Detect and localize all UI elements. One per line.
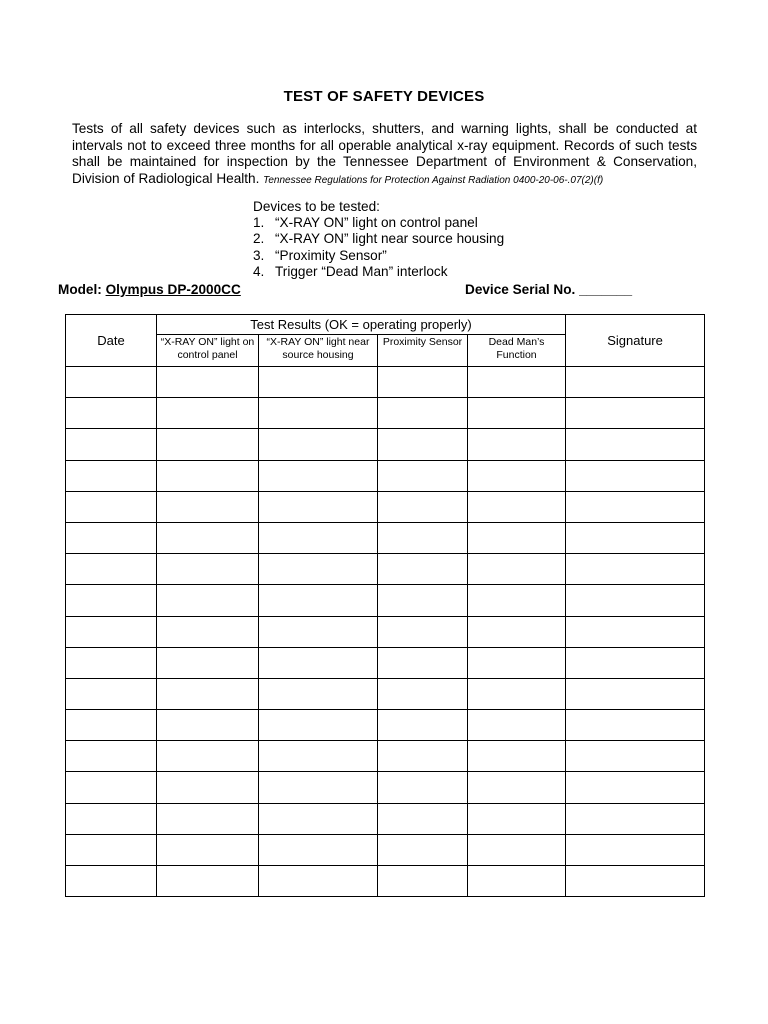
- serial-blank[interactable]: _______: [579, 282, 633, 297]
- control-panel-light-cell[interactable]: [157, 803, 259, 834]
- signature-cell[interactable]: [566, 398, 705, 429]
- devices-list: [253, 215, 504, 280]
- signature-cell[interactable]: [566, 585, 705, 616]
- date-cell[interactable]: [66, 616, 157, 647]
- table-row: [66, 803, 705, 834]
- dead-man-function-cell[interactable]: [468, 803, 566, 834]
- table-row: [66, 741, 705, 772]
- signature-cell[interactable]: [566, 647, 705, 678]
- proximity-sensor-cell[interactable]: [378, 429, 468, 460]
- date-header: Date: [66, 315, 157, 367]
- device-number: 4.: [253, 263, 265, 279]
- source-housing-light-cell[interactable]: [259, 866, 378, 897]
- source-housing-light-cell[interactable]: [259, 398, 378, 429]
- table-row: [66, 710, 705, 741]
- intro-text: Tests of all safety devices such as interlocks, shutters, and warning lights, shall be conducted at intervals not to exceed three months for all operable analytical x-ray equipment. Records of such tests shall be maintained for inspection by the Tennessee Department of Environment & Conservation, Division of Radiological Health.: [72, 121, 697, 186]
- control-panel-light-cell[interactable]: [157, 710, 259, 741]
- date-cell[interactable]: [66, 678, 157, 709]
- source-housing-light-cell[interactable]: [259, 585, 378, 616]
- test-log-table: [65, 314, 705, 897]
- source-housing-light-cell[interactable]: [259, 678, 378, 709]
- signature-cell[interactable]: [566, 678, 705, 709]
- control-panel-light-cell[interactable]: [157, 772, 259, 803]
- dead-man-function-cell[interactable]: [468, 772, 566, 803]
- device-number: 2.: [253, 231, 265, 247]
- date-cell[interactable]: [66, 367, 157, 398]
- serial-line: [465, 282, 632, 297]
- source-housing-light-cell[interactable]: [259, 803, 378, 834]
- dead-man-function-cell[interactable]: [468, 491, 566, 522]
- signature-header: Signature: [566, 315, 705, 367]
- proximity-sensor-cell[interactable]: [378, 522, 468, 553]
- model-label: Model:: [58, 282, 102, 297]
- source-housing-light-cell[interactable]: [259, 772, 378, 803]
- control-panel-light-cell[interactable]: [157, 678, 259, 709]
- source-housing-light-cell[interactable]: [259, 367, 378, 398]
- dead-man-function-cell[interactable]: [468, 834, 566, 865]
- proximity-sensor-cell[interactable]: [378, 678, 468, 709]
- control-panel-light-cell[interactable]: [157, 585, 259, 616]
- signature-cell[interactable]: [566, 834, 705, 865]
- control-panel-light-cell[interactable]: [157, 522, 259, 553]
- table-row: [66, 491, 705, 522]
- date-cell[interactable]: [66, 522, 157, 553]
- table-row: [66, 866, 705, 897]
- table-row: [66, 522, 705, 553]
- source-housing-light-cell[interactable]: [259, 834, 378, 865]
- signature-cell[interactable]: [566, 460, 705, 491]
- source-housing-light-cell[interactable]: [259, 522, 378, 553]
- proximity-sensor-cell[interactable]: [378, 491, 468, 522]
- device-label: Trigger “Dead Man” interlock: [275, 263, 448, 279]
- table-row: [66, 367, 705, 398]
- source-housing-light-cell[interactable]: [259, 647, 378, 678]
- dead-man-function-cell[interactable]: [468, 866, 566, 897]
- source-housing-light-cell[interactable]: [259, 741, 378, 772]
- dead-man-function-cell[interactable]: [468, 429, 566, 460]
- control-panel-light-cell[interactable]: [157, 616, 259, 647]
- devices-list-section: [253, 199, 504, 280]
- signature-cell[interactable]: [566, 367, 705, 398]
- signature-cell[interactable]: [566, 616, 705, 647]
- control-panel-light-cell[interactable]: [157, 429, 259, 460]
- source-housing-light-cell[interactable]: [259, 460, 378, 491]
- device-item: [253, 215, 504, 231]
- dead-man-function-cell[interactable]: [468, 522, 566, 553]
- device-label: “X-RAY ON” light on control panel: [275, 215, 478, 231]
- date-cell[interactable]: [66, 834, 157, 865]
- device-number: 3.: [253, 247, 265, 263]
- signature-cell[interactable]: [566, 772, 705, 803]
- table-row: [66, 647, 705, 678]
- dead-man-function-cell[interactable]: [468, 647, 566, 678]
- source-housing-light-cell[interactable]: [259, 429, 378, 460]
- regulation-citation: Tennessee Regulations for Protection Against Radiation 0400-20-06-.07(2)(f): [263, 174, 604, 186]
- signature-cell[interactable]: [566, 554, 705, 585]
- dead-man-function-cell[interactable]: [468, 710, 566, 741]
- signature-cell[interactable]: [566, 710, 705, 741]
- dead-man-function-cell[interactable]: [468, 741, 566, 772]
- proximity-sensor-cell[interactable]: [378, 741, 468, 772]
- proximity-sensor-cell[interactable]: [378, 367, 468, 398]
- dead-man-function-cell[interactable]: [468, 678, 566, 709]
- control-panel-light-header: “X-RAY ON” light on control panel: [157, 335, 259, 367]
- signature-cell[interactable]: [566, 491, 705, 522]
- source-housing-light-header: “X-RAY ON” light near source housing: [259, 335, 378, 367]
- dead-man-function-cell[interactable]: [468, 367, 566, 398]
- table-row: [66, 429, 705, 460]
- dead-man-function-header: Dead Man’s Function: [468, 335, 566, 367]
- control-panel-light-cell[interactable]: [157, 741, 259, 772]
- source-housing-light-cell[interactable]: [259, 554, 378, 585]
- signature-cell[interactable]: [566, 803, 705, 834]
- test-log-body: [66, 367, 705, 897]
- proximity-sensor-cell[interactable]: [378, 647, 468, 678]
- control-panel-light-cell[interactable]: [157, 866, 259, 897]
- devices-heading: Devices to be tested:: [253, 199, 380, 214]
- table-row: [66, 678, 705, 709]
- date-cell[interactable]: [66, 491, 157, 522]
- dead-man-function-cell[interactable]: [468, 554, 566, 585]
- model-value: Olympus DP-2000CC: [105, 282, 241, 297]
- model-line: [58, 282, 241, 297]
- date-cell[interactable]: [66, 710, 157, 741]
- date-cell[interactable]: [66, 803, 157, 834]
- proximity-sensor-cell[interactable]: [378, 398, 468, 429]
- signature-cell[interactable]: [566, 866, 705, 897]
- proximity-sensor-cell[interactable]: [378, 554, 468, 585]
- source-housing-light-cell[interactable]: [259, 710, 378, 741]
- date-cell[interactable]: [66, 429, 157, 460]
- device-item: [253, 264, 504, 280]
- proximity-sensor-cell[interactable]: [378, 616, 468, 647]
- dead-man-function-cell[interactable]: [468, 616, 566, 647]
- table-row: [66, 616, 705, 647]
- date-cell[interactable]: [66, 741, 157, 772]
- device-item: [253, 231, 504, 247]
- device-item: [253, 248, 504, 264]
- proximity-sensor-header: Proximity Sensor: [378, 335, 468, 367]
- date-cell[interactable]: [66, 398, 157, 429]
- date-cell[interactable]: [66, 772, 157, 803]
- dead-man-function-cell[interactable]: [468, 398, 566, 429]
- proximity-sensor-cell[interactable]: [378, 710, 468, 741]
- date-cell[interactable]: [66, 585, 157, 616]
- source-housing-light-cell[interactable]: [259, 616, 378, 647]
- test-results-header: Test Results (OK = operating properly): [157, 315, 566, 335]
- proximity-sensor-cell[interactable]: [378, 834, 468, 865]
- control-panel-light-cell[interactable]: [157, 491, 259, 522]
- proximity-sensor-cell[interactable]: [378, 460, 468, 491]
- date-cell[interactable]: [66, 554, 157, 585]
- control-panel-light-cell[interactable]: [157, 367, 259, 398]
- proximity-sensor-cell[interactable]: [378, 585, 468, 616]
- dead-man-function-cell[interactable]: [468, 585, 566, 616]
- intro-paragraph: [72, 121, 697, 189]
- control-panel-light-cell[interactable]: [157, 554, 259, 585]
- table-row: [66, 398, 705, 429]
- date-cell[interactable]: [66, 460, 157, 491]
- proximity-sensor-cell[interactable]: [378, 772, 468, 803]
- device-label: “X-RAY ON” light near source housing: [275, 231, 505, 247]
- table-row: [66, 554, 705, 585]
- control-panel-light-cell[interactable]: [157, 834, 259, 865]
- device-label: “Proximity Sensor”: [275, 247, 387, 263]
- table-row: [66, 834, 705, 865]
- table-row: [66, 585, 705, 616]
- signature-cell[interactable]: [566, 429, 705, 460]
- dead-man-function-cell[interactable]: [468, 460, 566, 491]
- control-panel-light-cell[interactable]: [157, 647, 259, 678]
- device-number: 1.: [253, 215, 265, 231]
- source-housing-light-cell[interactable]: [259, 491, 378, 522]
- control-panel-light-cell[interactable]: [157, 398, 259, 429]
- serial-label: Device Serial No.: [465, 282, 576, 297]
- date-cell[interactable]: [66, 866, 157, 897]
- table-row: [66, 460, 705, 491]
- date-cell[interactable]: [66, 647, 157, 678]
- proximity-sensor-cell[interactable]: [378, 866, 468, 897]
- proximity-sensor-cell[interactable]: [378, 803, 468, 834]
- page-title: TEST OF SAFETY DEVICES: [283, 88, 485, 105]
- signature-cell[interactable]: [566, 522, 705, 553]
- table-row: [66, 772, 705, 803]
- signature-cell[interactable]: [566, 741, 705, 772]
- control-panel-light-cell[interactable]: [157, 460, 259, 491]
